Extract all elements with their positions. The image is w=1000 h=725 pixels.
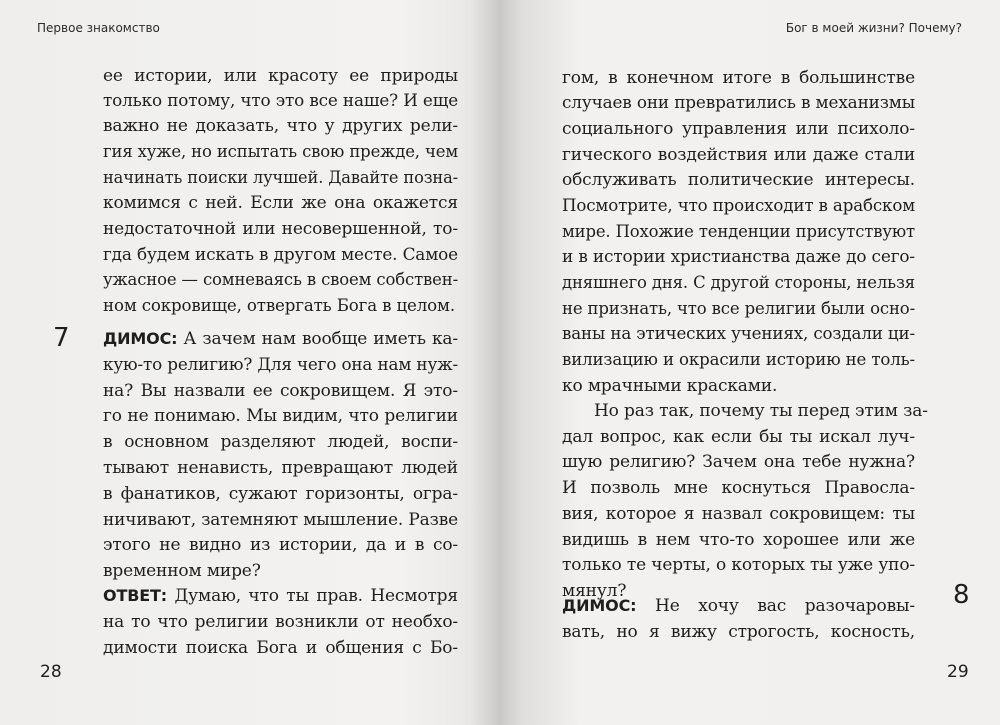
line-text: недостаточной или несовершенной, то- [103, 219, 458, 239]
line-text: Не хочу вас разочаровы- [655, 596, 915, 616]
line-text: видишь в нем что-то хорошее или же [562, 530, 915, 550]
line-text: случаев они превратились в механизмы [562, 93, 915, 113]
page-number: 28 [40, 662, 62, 682]
text-line [103, 296, 455, 316]
line-text: обслуживать политические интересы. [562, 170, 915, 190]
text-line [562, 427, 915, 447]
text-line [103, 638, 458, 658]
line-text: ничивают, затемняют мышление. Разве [103, 510, 458, 530]
text-line [562, 376, 777, 396]
text-line [562, 93, 915, 113]
line-text: на то что религии возникли от необхо- [103, 612, 458, 632]
line-text: комимся с ней. Если же она окажется [103, 193, 458, 213]
line-text: временном мире? [103, 561, 261, 581]
text-line [562, 145, 915, 165]
text-line [103, 245, 458, 265]
line-text: шую религию? Зачем она тебе нужна? [562, 452, 915, 472]
text-line [562, 452, 915, 472]
line-text: гда будем искать в другом месте. Самое [103, 245, 458, 265]
text-line [562, 273, 915, 293]
text-line [103, 612, 458, 632]
text-line [562, 170, 915, 190]
line-text: в фанатиков, сужают горизонты, огра- [103, 484, 458, 504]
question-number: 8 [953, 580, 970, 610]
text-line [103, 91, 458, 111]
text-line [562, 68, 915, 88]
text-line [562, 119, 915, 139]
line-text: ее истории, или красоту ее природы [103, 66, 458, 86]
text-line [103, 193, 458, 213]
question-number: 7 [53, 323, 70, 353]
text-line [562, 299, 915, 319]
running-head: Первое знакомство [37, 21, 160, 35]
line-text: и в истории христианства даже до сего- [562, 247, 915, 267]
line-text: начинать поиски лучшей. Давайте позна- [103, 168, 458, 188]
line-text: вия, которое я назвал сокровищем: ты [562, 504, 915, 524]
line-text: Посмотрите, что происходит в арабском [562, 196, 915, 216]
text-line [103, 66, 458, 86]
text-line [562, 596, 915, 616]
text-line [103, 458, 458, 478]
text-line [562, 555, 915, 575]
text-line [103, 116, 458, 136]
right-page [500, 0, 1000, 725]
line-text: вать, но я вижу строгость, косность, [562, 622, 915, 642]
line-text: социального управления или психоло- [562, 119, 915, 139]
text-line [562, 196, 915, 216]
text-line [562, 247, 915, 267]
line-text: гия хуже, но испытать свою прежде, чем [103, 142, 458, 162]
text-line [103, 535, 458, 555]
line-text: го не понимаю. Мы видим, что религии [103, 406, 458, 426]
line-text: ном сокровище, отвергать Бога в целом. [103, 296, 455, 316]
line-text: дняшнего дня. С другой стороны, нельзя [562, 273, 915, 293]
line-text: ваны на этических учениях, создали ци- [562, 324, 915, 344]
text-line [103, 142, 458, 162]
page-number: 29 [947, 662, 969, 682]
line-text: кую-то религию? Для чего она нам нуж- [103, 355, 458, 375]
text-line [103, 381, 458, 401]
speaker-label: ОТВЕТ: [103, 586, 168, 605]
text-line [562, 222, 915, 242]
speaker-label: ДИМОС: [562, 596, 637, 615]
speaker-label: ДИМОС: [103, 329, 178, 348]
line-text: тывают ненависть, превращают людей [103, 458, 458, 478]
line-text: мире. Похожие тенденции присутствуют [562, 222, 915, 242]
text-line [562, 324, 915, 344]
line-text: этого не видно из истории, да и в со- [103, 535, 458, 555]
text-line [562, 504, 915, 524]
line-text: Думаю, что ты прав. Несмотря [174, 586, 458, 606]
text-line [562, 622, 915, 642]
text-line [103, 510, 458, 530]
text-line [562, 350, 915, 370]
line-text: ужасное — сомневаясь в своем собствен- [103, 270, 458, 290]
text-line [103, 270, 458, 290]
text-line [562, 530, 915, 550]
running-head: Бог в моей жизни? Почему? [785, 21, 962, 35]
text-line [103, 168, 458, 188]
line-text: на? Вы назвали ее сокровищем. Я это- [103, 381, 458, 401]
text-line [103, 219, 458, 239]
line-text: только те черты, о которых ты уже упо- [562, 555, 915, 575]
text-line [103, 355, 458, 375]
line-text: мянул? [562, 581, 627, 601]
line-text: димости поиска Бога и общения с Бо- [103, 638, 458, 658]
line-text: ко мрачными красками. [562, 376, 778, 396]
line-text: не признать, что все религии были осно- [562, 299, 915, 319]
text-line [562, 478, 915, 498]
text-line [103, 432, 458, 452]
text-line [103, 561, 261, 581]
line-text: дал вопрос, как если бы ты искал луч- [562, 427, 915, 447]
line-text: И позволь мне коснуться Правосла- [562, 478, 915, 498]
line-text: Но раз так, почему ты перед этим за- [594, 401, 928, 421]
text-line [103, 329, 458, 349]
text-line [103, 484, 458, 504]
line-text: гом, в конечном итоге в большинстве [562, 68, 915, 88]
line-text: в основном разделяют людей, воспи- [103, 432, 458, 452]
text-line [594, 401, 928, 421]
line-text: вилизацию и окрасили историю не толь- [562, 350, 915, 370]
text-line [103, 406, 458, 426]
line-text: А зачем нам вообще иметь ка- [183, 329, 458, 349]
line-text: гического воздействия или даже стали [562, 145, 915, 165]
line-text: важно не доказать, что у других рели- [103, 116, 458, 136]
line-text: только потому, что это все наше? И еще [103, 91, 458, 111]
text-line [103, 586, 458, 606]
